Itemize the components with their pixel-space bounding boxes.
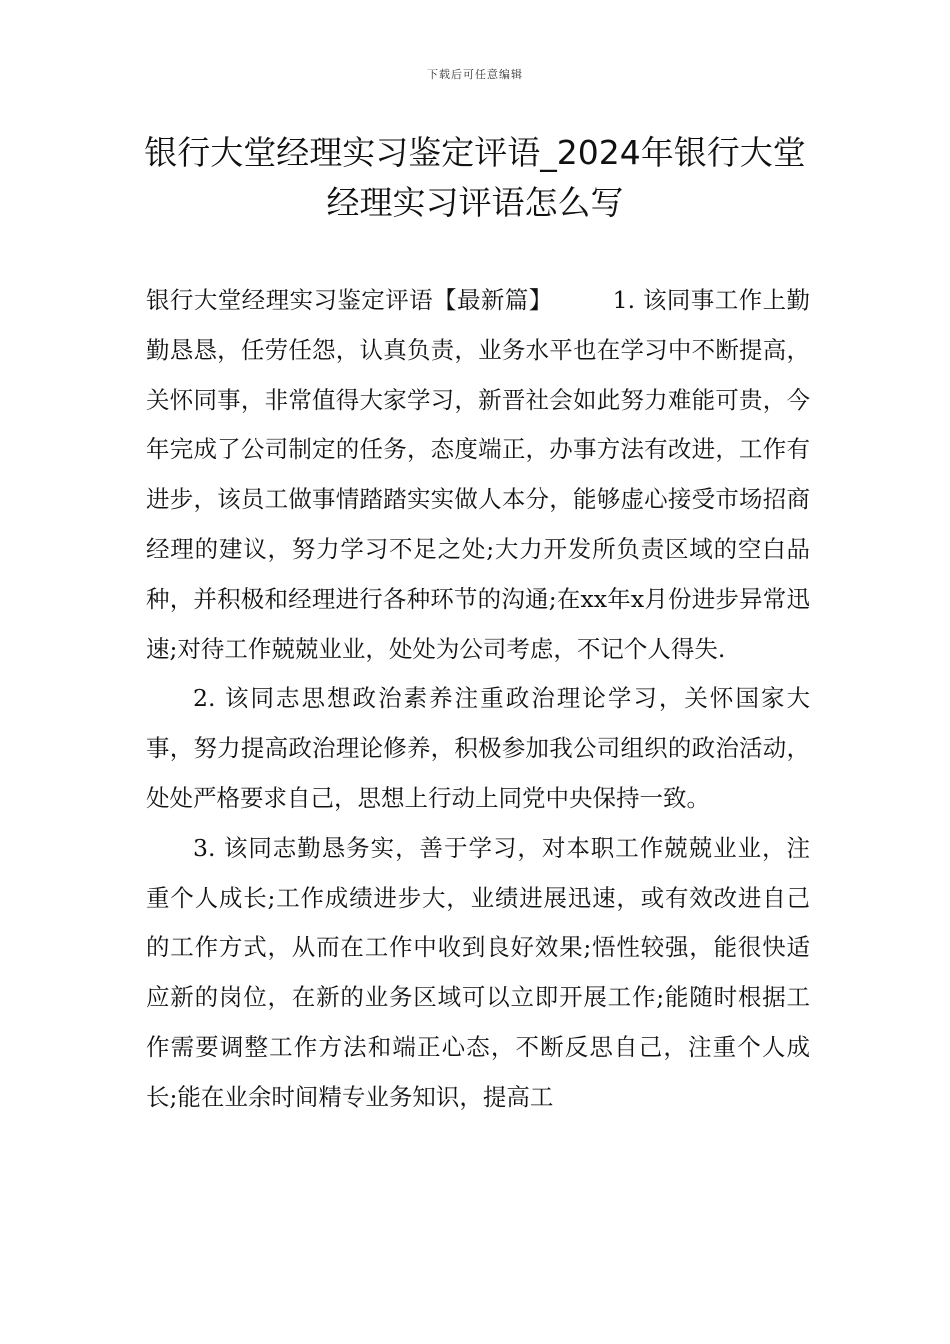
paragraph-1 <box>146 276 810 674</box>
paragraph-1-text: 1. 该同事工作上勤勤恳恳，任劳任怨，认真负责，业务水平也在学习中不断提高，关怀同事，非常值得大家学习，新晋社会如此努力难能可贵，今年完成了公司制定的任务，态度端正，办事方法有改进，工作有进步，该员工做事情踏踏实实做人本分，能够虚心接受市场招商经理的建议，努力学习不足之处;大力开发所负责区域的空白品种，并积极和经理进行各种环节的沟通;在xx年x月份进步异常迅速;对待工作兢兢业业，处处为公司考虑，不记个人得失. <box>146 286 810 663</box>
paragraph-3: 3. 该同志勤恳务实，善于学习，对本职工作兢兢业业，注重个人成长;工作成绩进步大，业绩进展迅速，或有效改进自己的工作方式，从而在工作中收到良好效果;悟性较强，能很快适应新的岗位，在新的业务区域可以立即开展工作;能随时根据工作需要调整工作方法和端正心态，不断反思自己，注重个人成长;能在业余时间精专业务知识，提高工 <box>146 833 810 1111</box>
intro-heading: 银行大堂经理实习鉴定评语【最新篇】 <box>146 286 553 314</box>
paragraph-2: 2. 该同志思想政治素养注重政治理论学习，关怀国家大事，努力提高政治理论修养，积极参加我公司组织的政治活动，处处严格要求自己，思想上行动上同党中央保持一致。 <box>146 684 810 812</box>
document-body <box>146 276 810 1123</box>
document-title: 银行大堂经理实习鉴定评语_2024年银行大堂经理实习评语怎么写 <box>144 133 806 222</box>
download-note: 下载后可任意编辑 <box>427 68 523 81</box>
